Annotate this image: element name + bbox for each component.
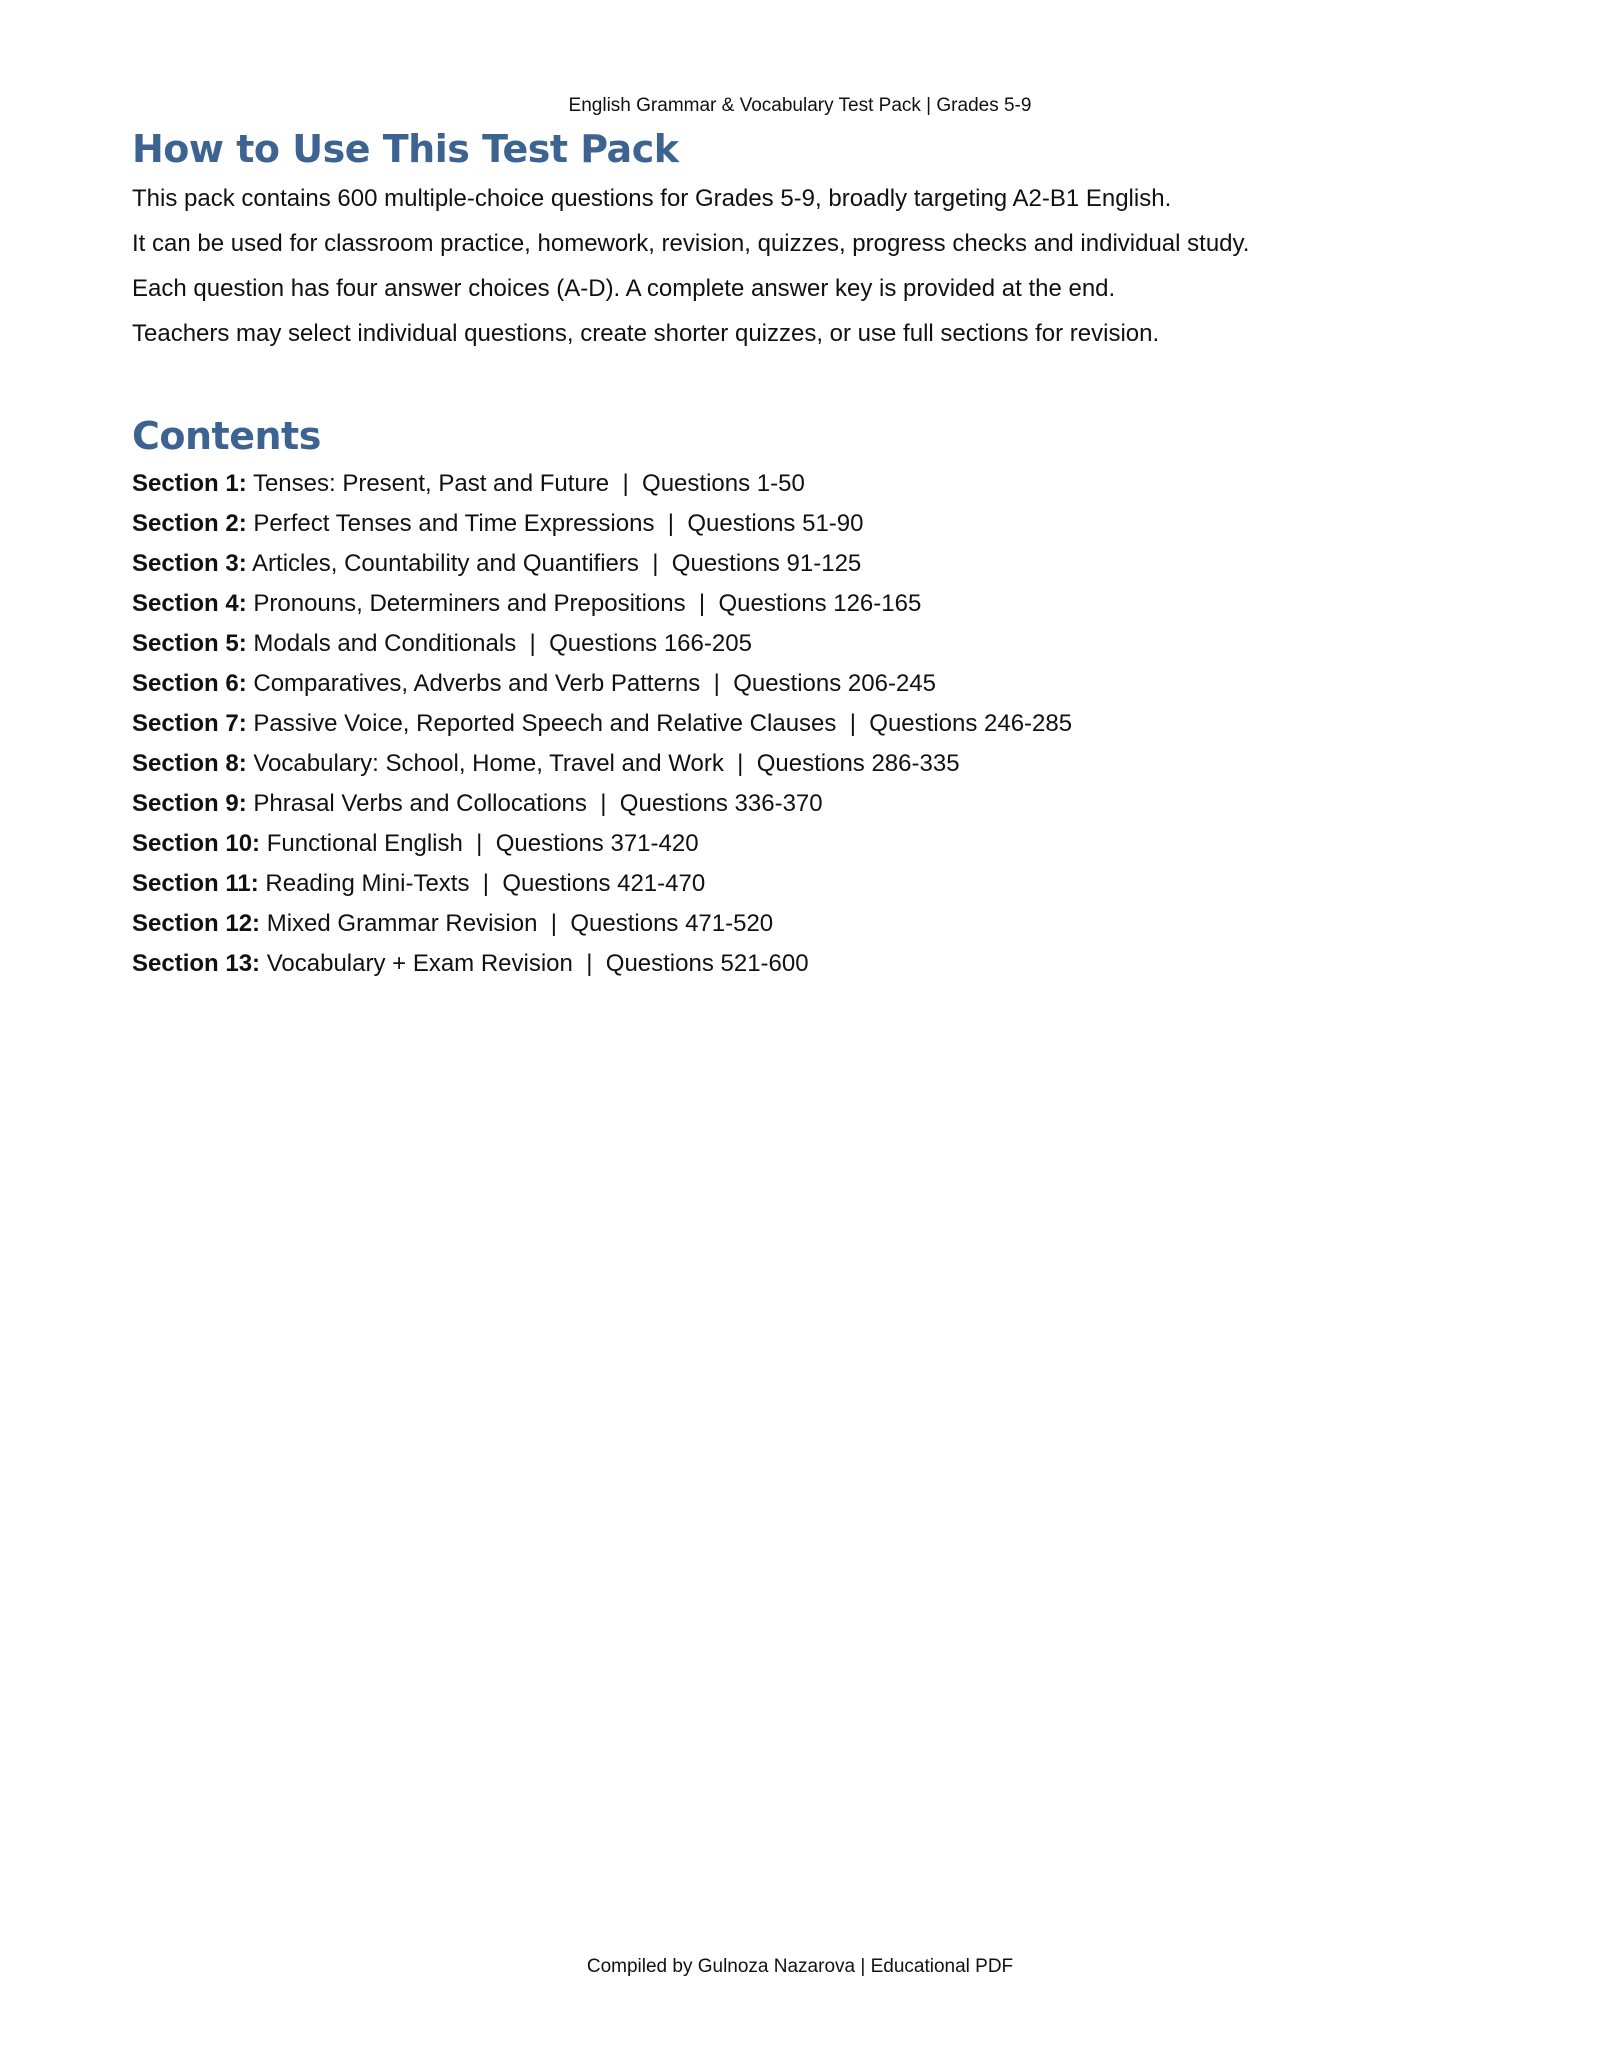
contents-item xyxy=(132,949,1472,989)
section-label: Section 9: xyxy=(132,790,247,817)
section-title: Vocabulary: School, Home, Travel and Work | Questions 286-335 xyxy=(253,750,960,777)
intro-paragraph: It can be used for classroom practice, homework, revision, quizzes, progress checks and individual study. xyxy=(132,230,1250,257)
intro-paragraph: This pack contains 600 multiple-choice questions for Grades 5-9, broadly targeting A2-B1 English. xyxy=(132,185,1172,212)
section-label: Section 6: xyxy=(132,670,247,697)
contents-item xyxy=(132,469,1472,509)
running-footer: Compiled by Gulnoza Nazarova | Educational PDF xyxy=(586,1956,1014,1977)
section-label: Section 7: xyxy=(132,710,247,737)
contents-item xyxy=(132,829,1472,869)
section-title: Articles, Countability and Quantifiers | Questions 91-125 xyxy=(252,550,862,577)
section-label: Section 8: xyxy=(132,750,247,777)
intro-paragraphs xyxy=(132,184,1472,349)
intro-paragraph: Teachers may select individual questions, create shorter quizzes, or use full sections for revision. xyxy=(132,320,1160,347)
section-label: Section 2: xyxy=(132,510,247,537)
contents-heading: Contents xyxy=(132,414,321,458)
contents-item xyxy=(132,669,1472,709)
contents-item xyxy=(132,549,1472,589)
section-title: Phrasal Verbs and Collocations | Questions 336-370 xyxy=(253,790,823,817)
contents-item xyxy=(132,629,1472,669)
section-label: Section 11: xyxy=(132,870,259,897)
section-label: Section 12: xyxy=(132,910,261,937)
section-title: Passive Voice, Reported Speech and Relative Clauses | Questions 246-285 xyxy=(253,710,1073,737)
how-to-use-heading: How to Use This Test Pack xyxy=(132,127,679,171)
running-header: English Grammar & Vocabulary Test Pack | Grades 5-9 xyxy=(568,95,1032,116)
contents-item xyxy=(132,509,1472,549)
section-title: Perfect Tenses and Time Expressions | Questions 51-90 xyxy=(253,510,864,537)
section-label: Section 5: xyxy=(132,630,247,657)
section-title: Functional English | Questions 371-420 xyxy=(266,830,699,857)
contents-item xyxy=(132,789,1472,829)
intro-paragraph: Each question has four answer choices (A-D). A complete answer key is provided at the end. xyxy=(132,275,1116,302)
section-title: Reading Mini-Texts | Questions 421-470 xyxy=(265,870,706,897)
page-content xyxy=(132,124,1472,1005)
contents-item xyxy=(132,869,1472,909)
section-title: Modals and Conditionals | Questions 166-205 xyxy=(253,630,752,657)
contents-list xyxy=(132,469,1472,989)
section-title: Mixed Grammar Revision | Questions 471-520 xyxy=(266,910,774,937)
section-title: Tenses: Present, Past and Future | Questions 1-50 xyxy=(252,470,805,497)
contents-item xyxy=(132,709,1472,749)
contents-item xyxy=(132,909,1472,949)
section-label: Section 3: xyxy=(132,550,247,577)
section-label: Section 13: xyxy=(132,950,261,977)
section-label: Section 1: xyxy=(132,470,247,497)
contents-item xyxy=(132,749,1472,789)
section-title: Vocabulary + Exam Revision | Questions 521-600 xyxy=(266,950,809,977)
contents-item xyxy=(132,589,1472,629)
section-label: Section 4: xyxy=(132,590,247,617)
section-title: Comparatives, Adverbs and Verb Patterns | Questions 206-245 xyxy=(253,670,936,697)
section-title: Pronouns, Determiners and Prepositions | Questions 126-165 xyxy=(253,590,922,617)
section-label: Section 10: xyxy=(132,830,261,857)
